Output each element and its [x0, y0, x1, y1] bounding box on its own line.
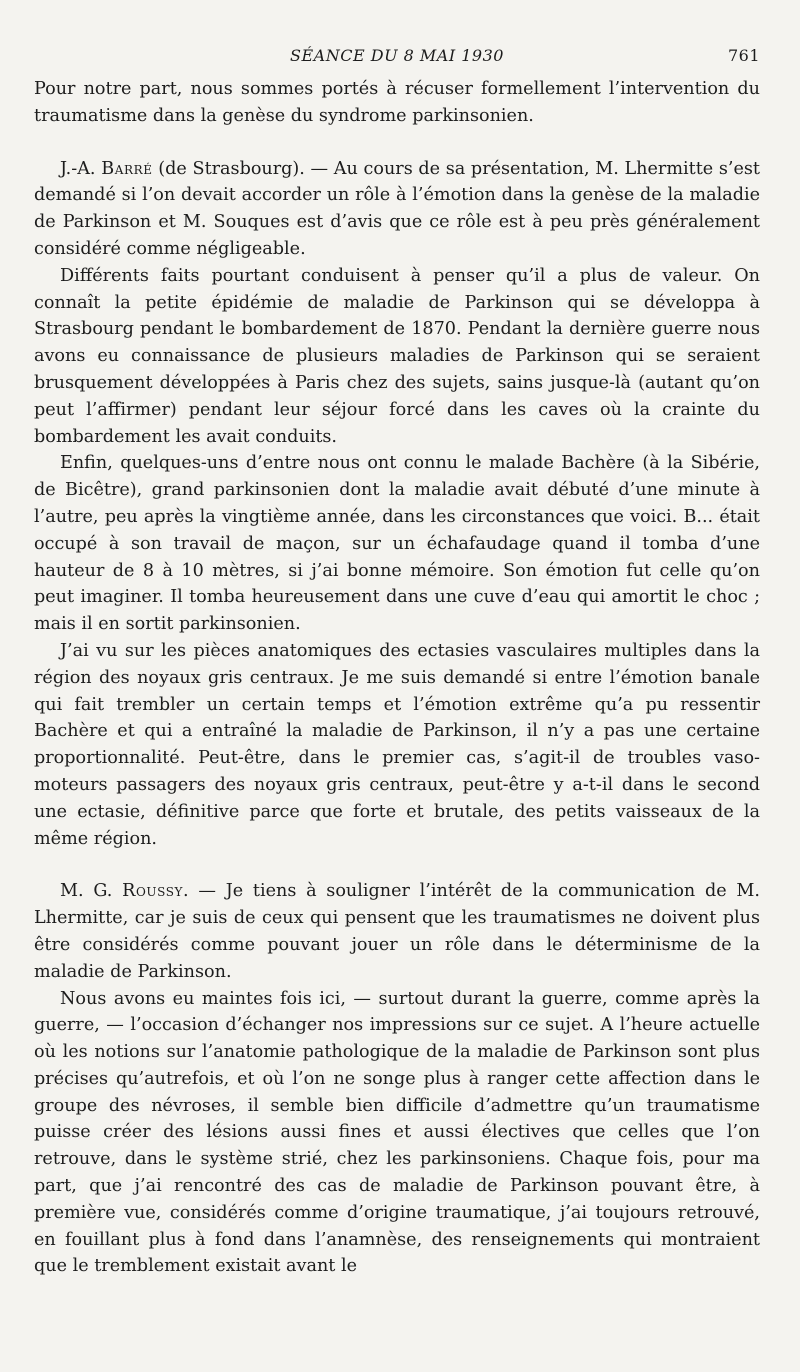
- paragraph-4: [34, 450, 760, 638]
- speaker-name: Barré: [101, 158, 153, 179]
- speaker-name: Roussy: [122, 881, 184, 902]
- speaker-initials: J.-A.: [60, 158, 102, 179]
- paragraph-text: Pour notre part, nous sommes portés à récuser formellement l’intervention du traumatisme dans la genèse du syndrome parkinsonien.: [34, 79, 760, 126]
- page-number: 761: [727, 46, 760, 65]
- body-text: [34, 76, 760, 1280]
- paragraph-text: (de Strasbourg). — Au cours de sa présentation, M. Lhermitte s’est demandé si l’on devait accorder un rôle à l’émotion dans la genèse de la maladie de Parkinson et M. Souques est d’avis que ce rôle est à peu près généralement considéré comme négligeable.: [34, 158, 761, 259]
- paragraph-roussy: [34, 878, 760, 985]
- paragraph-text: Nous avons eu maintes fois ici, — surtout durant la guerre, comme après la guerre, — l’occasion d’échanger nos impressions sur ce sujet. A l’heure actuelle où les notions sur l’anatomie pathologique de la maladie de Parkinson sont plus précises qu’autrefois, et où l’on ne songe plus à ranger cette affection dans le groupe des névroses, il semble bien difficile d’admettre qu’un traumatisme puisse créer des lésions aussi fines et aussi électives que celles que l’on retrouve, dans le système strié, chez les parkinsoniens. Chaque fois, pour ma part, que j’ai rencontré des cas de maladie de Parkinson pouvant être, à première vue, considérés comme d’origine traumatique, j’ai toujours retrouvé, en fouillant plus à fond dans l’anamnèse, des renseignements qui montraient que le tremblement existait avant le: [34, 988, 760, 1277]
- paragraph-1: [34, 76, 760, 130]
- running-header: [34, 46, 760, 76]
- section-break: [34, 852, 760, 878]
- paragraph-7: [34, 986, 760, 1281]
- speaker-initials: M. G.: [60, 881, 123, 902]
- paragraph-text: J’ai vu sur les pièces anatomiques des ectasies vasculaires multiples dans la région des noyaux gris centraux. Je me suis demandé si entre l’émotion banale qui fait trembler un certain temps et l’émotion extrême qu’a pu ressentir Bachère et qui a entraîné la maladie de Parkinson, il n’y a pas une certaine proportionnalité. Peut-être, dans le premier cas, s’agit-il de troubles vaso-moteurs passagers des noyaux gris centraux, peut-être y a-t-il dans le second une ectasie, définitive parce que forte et brutale, des petits vaisseaux de la même région.: [34, 640, 760, 849]
- paragraph-text: Enfin, quelques-uns d’entre nous ont connu le malade Bachère (à la Sibérie, de Bicêtre), grand parkinsonien dont la maladie avait débuté d’une minute à l’autre, peu après la vingtième année, dans les circonstances que voici. B... était occupé à son travail de maçon, sur un échafaudage quand il tomba d’une hauteur de 8 à 10 mètres, si j’ai bonne mémoire. Son émotion fut celle qu’on peut imaginer. Il tomba heureusement dans une cuve d’eau qui amortit le choc ; mais il en sortit parkinsonien.: [34, 453, 760, 635]
- paragraph-text: Différents faits pourtant conduisent à penser qu’il a plus de valeur. On connaît la petite épidémie de maladie de Parkinson qui se développa à Strasbourg pendant le bombardement de 1870. Pendant la dernière guerre nous avons eu connaissance de plusieurs maladies de Parkinson qui se seraient brusquement développées à Paris chez des sujets, sains jusque-là (autant qu’on peut l’affirmer) pendant leur séjour forcé dans les caves où la crainte du bombardement les avait conduits.: [34, 265, 760, 447]
- paragraph-5: [34, 638, 760, 852]
- paragraph-text: . — Je tiens à souligner l’intérêt de la communication de M. Lhermitte, car je suis de ceux qui pensent que les traumatismes ne doivent plus être considérés comme pouvant jouer un rôle dans le déterminisme de la maladie de Parkinson.: [34, 881, 760, 982]
- running-title: SÉANCE DU 8 MAI 1930: [290, 46, 504, 65]
- section-break: [34, 130, 760, 156]
- paragraph-barre: [34, 156, 760, 263]
- paragraph-3: [34, 263, 760, 451]
